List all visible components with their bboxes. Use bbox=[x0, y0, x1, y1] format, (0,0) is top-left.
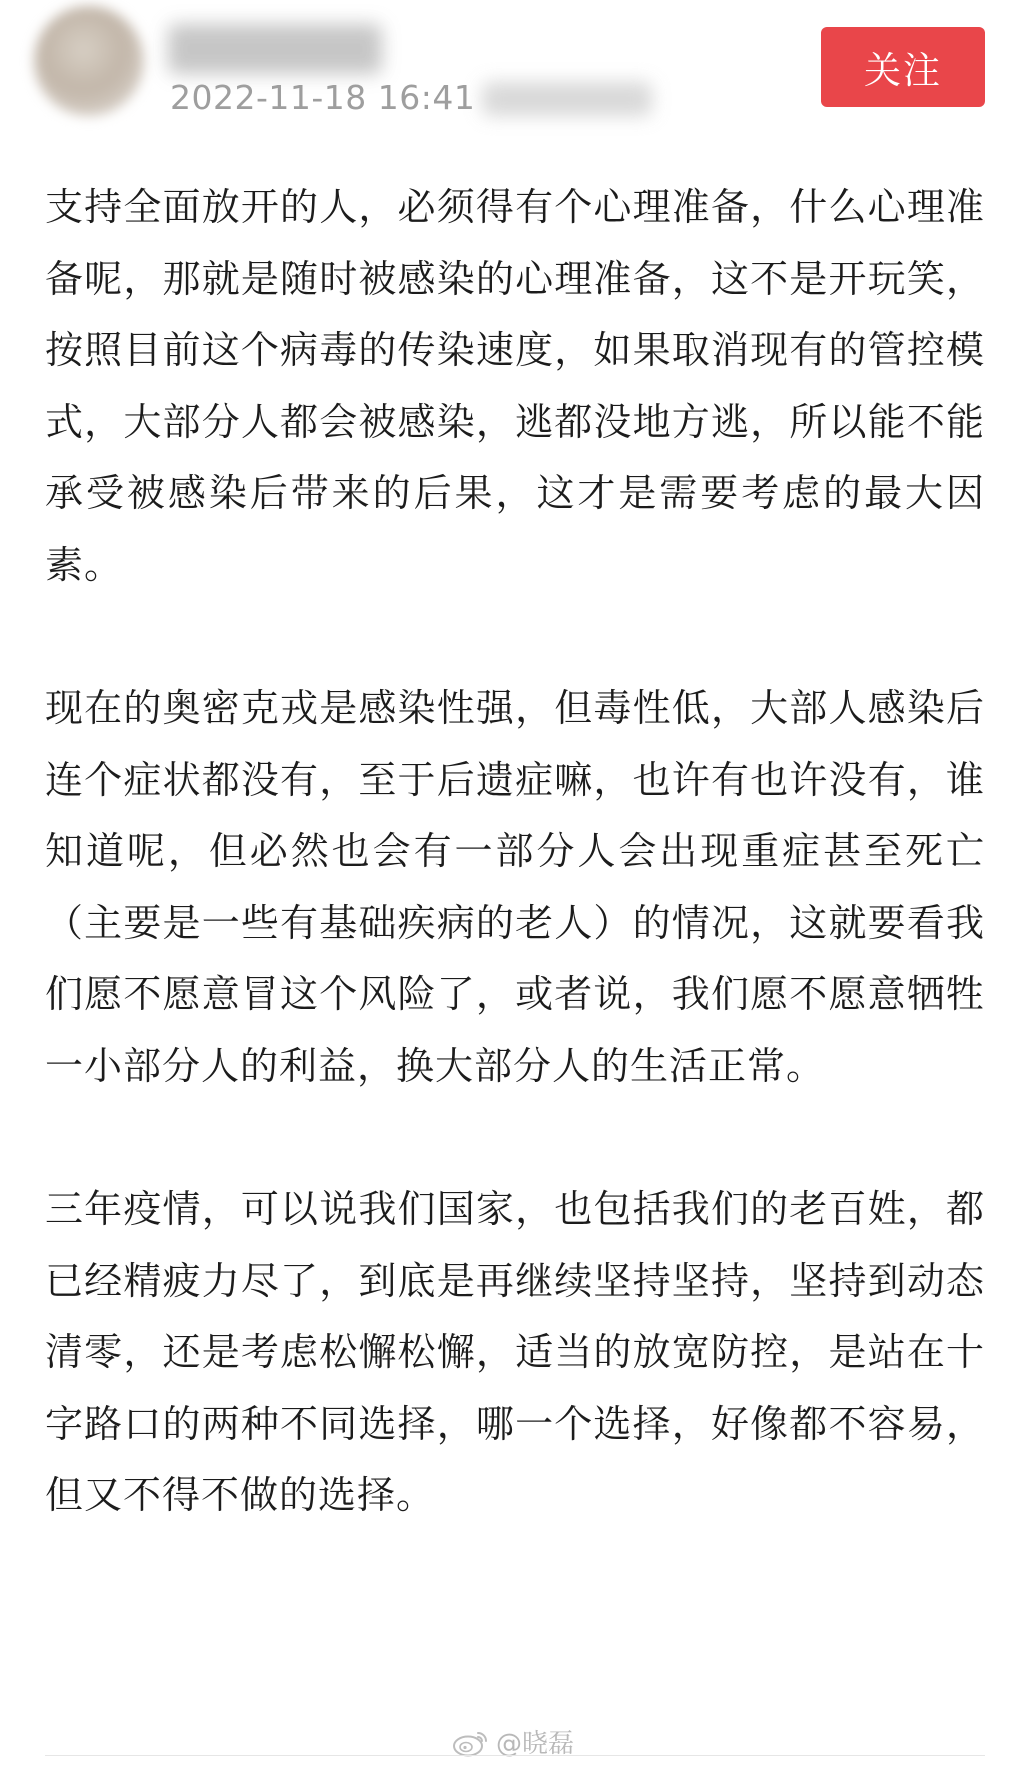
post-header bbox=[0, 0, 1024, 130]
watermark-text: @晓磊 bbox=[496, 1729, 575, 1759]
post-paragraph-2: 现在的奥密克戎是感染性强，但毒性低，大部人感染后连个症状都没有，至于后遗症嘛，也许有也许没有，谁知道呢，但必然也会有一部分人会出现重症甚至死亡（主要是一些有基础疾病的老人）的情况，这就要看我们愿不愿意冒这个风险了，或者说，我们愿不愿意牺牲一小部分人的利益，换大部分人的生活正常。 bbox=[45, 686, 985, 1088]
avatar[interactable] bbox=[34, 6, 144, 116]
follow-button[interactable]: 关注 bbox=[821, 27, 985, 107]
bottom-divider bbox=[45, 1755, 985, 1762]
post-timestamp: 2022-11-18 16:41 bbox=[170, 78, 476, 117]
post-paragraph-3: 三年疫情，可以说我们国家，也包括我们的老百姓，都已经精疲力尽了，到底是再继续坚持坚持，坚持到动态清零，还是考虑松懈松懈，适当的放宽防控，是站在十字路口的两种不同选择，哪一个选择，好像都不容易，但又不得不做的选择。 bbox=[45, 1187, 985, 1517]
post-paragraph-1: 支持全面放开的人，必须得有个心理准备，什么心理准备呢，那就是随时被感染的心理准备，这不是开玩笑，按照目前这个病毒的传染速度，如果取消现有的管控模式，大部分人都会被感染，逃都没地方逃，所以能不能承受被感染后带来的后果，这才是需要考虑的最大因素。 bbox=[45, 185, 985, 587]
username-blurred[interactable] bbox=[168, 24, 382, 74]
post-body bbox=[45, 172, 985, 1604]
weibo-logo-icon bbox=[452, 1727, 490, 1757]
post-meta-blurred bbox=[482, 82, 652, 116]
